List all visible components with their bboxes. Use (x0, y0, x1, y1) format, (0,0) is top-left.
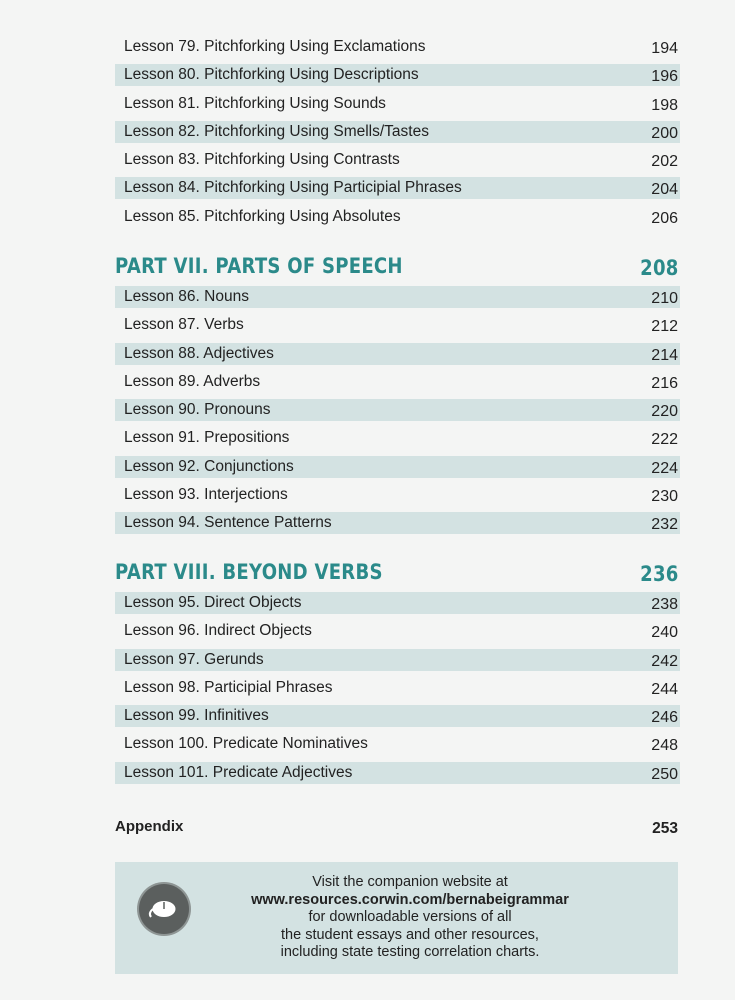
lesson-title: Lesson 79. Pitchforking Using Exclamations (124, 38, 426, 55)
appendix-page-number: 253 (652, 820, 678, 837)
lesson-title: Lesson 101. Predicate Adjectives (124, 763, 353, 781)
toc-row[interactable] (115, 427, 680, 449)
lesson-title: Lesson 98. Participial Phrases (124, 678, 333, 696)
page-number: 220 (651, 403, 678, 421)
companion-text (210, 874, 610, 962)
toc-row[interactable] (115, 733, 680, 755)
page-number: 248 (651, 737, 678, 755)
toc-row[interactable] (115, 314, 680, 336)
part-title: PART VIII. BEYOND VERBS (115, 560, 383, 584)
companion-website-box (115, 862, 678, 974)
page-number: 202 (651, 153, 678, 171)
page-number: 196 (651, 68, 678, 86)
toc-row[interactable] (115, 177, 680, 199)
part-page-number: 208 (640, 256, 679, 280)
lesson-title: Lesson 81. Pitchforking Using Sounds (124, 94, 386, 112)
page-number: 244 (651, 680, 678, 698)
page-number: 246 (651, 709, 678, 727)
lesson-title: Lesson 86. Nouns (124, 288, 249, 305)
lesson-title: Lesson 82. Pitchforking Using Smells/Tastes (124, 122, 429, 140)
lesson-title: Lesson 100. Predicate Nominatives (124, 735, 368, 753)
page-number: 210 (651, 290, 678, 307)
page-number: 206 (651, 209, 678, 227)
part-title: PART VII. PARTS OF SPEECH (115, 254, 403, 278)
toc-row[interactable] (115, 649, 680, 671)
lesson-title: Lesson 92. Conjunctions (124, 457, 294, 475)
lesson-title: Lesson 83. Pitchforking Using Contrasts (124, 151, 400, 169)
toc-row[interactable] (115, 36, 680, 58)
toc-row[interactable] (115, 512, 680, 534)
lesson-title: Lesson 84. Pitchforking Using Participial Phrases (124, 179, 462, 197)
companion-url-link[interactable]: www.resources.corwin.com/bernabeigrammar (251, 891, 569, 908)
lesson-title: Lesson 80. Pitchforking Using Descriptions (124, 66, 419, 84)
page-number: 214 (651, 346, 678, 364)
toc-row[interactable] (115, 93, 680, 115)
toc-row[interactable] (115, 206, 680, 228)
page-number: 250 (651, 765, 678, 783)
part6-lessons (115, 36, 680, 234)
toc-row[interactable] (115, 677, 680, 699)
toc-row[interactable] (115, 286, 680, 308)
lesson-title: Lesson 96. Indirect Objects (124, 622, 312, 640)
toc-row[interactable] (115, 399, 680, 421)
lesson-title: Lesson 88. Adjectives (124, 344, 274, 362)
toc-row[interactable] (115, 620, 680, 642)
lesson-title: Lesson 94. Sentence Patterns (124, 514, 332, 532)
toc-row[interactable] (115, 456, 680, 478)
toc-row[interactable] (115, 149, 680, 171)
page-number: 212 (651, 318, 678, 336)
page-number: 224 (651, 459, 678, 477)
page-number: 242 (651, 652, 678, 670)
toc-row[interactable] (115, 705, 680, 727)
lesson-title: Lesson 85. Pitchforking Using Absolutes (124, 207, 401, 225)
page-number: 222 (651, 431, 678, 449)
companion-line: for downloadable versions of all (308, 909, 512, 925)
lesson-title: Lesson 97. Gerunds (124, 650, 264, 668)
appendix-entry[interactable] (115, 818, 680, 838)
page-number: 240 (651, 624, 678, 642)
page-number: 200 (651, 124, 678, 142)
toc-row[interactable] (115, 371, 680, 393)
page-number: 194 (651, 40, 678, 57)
appendix-label: Appendix (115, 818, 184, 835)
lesson-title: Lesson 90. Pronouns (124, 401, 271, 419)
part-heading[interactable] (115, 252, 679, 282)
mouse-icon (139, 884, 189, 934)
page-number: 238 (651, 596, 678, 613)
toc-row[interactable] (115, 762, 680, 784)
lesson-title: Lesson 99. Infinitives (124, 707, 269, 725)
page-number: 198 (651, 96, 678, 114)
companion-line: Visit the companion website at (312, 874, 508, 890)
page-number: 204 (651, 181, 678, 199)
companion-line: the student essays and other resources, (281, 926, 539, 943)
lesson-title: Lesson 87. Verbs (124, 316, 244, 334)
toc-row[interactable] (115, 64, 680, 86)
part-page-number: 236 (640, 562, 679, 586)
part8-section (115, 558, 680, 790)
lesson-title: Lesson 95. Direct Objects (124, 594, 302, 611)
lesson-title: Lesson 91. Prepositions (124, 429, 290, 447)
part-heading[interactable] (115, 558, 679, 588)
toc-row[interactable] (115, 121, 680, 143)
lesson-title: Lesson 93. Interjections (124, 486, 288, 504)
toc-row[interactable] (115, 343, 680, 365)
toc-row[interactable] (115, 592, 680, 614)
page-number: 216 (651, 374, 678, 392)
companion-line: including state testing correlation charts. (280, 944, 540, 960)
page-number: 232 (651, 516, 678, 534)
page-number: 230 (651, 488, 678, 506)
part7-section (115, 252, 680, 541)
toc-row[interactable] (115, 484, 680, 506)
lesson-title: Lesson 89. Adverbs (124, 372, 261, 390)
